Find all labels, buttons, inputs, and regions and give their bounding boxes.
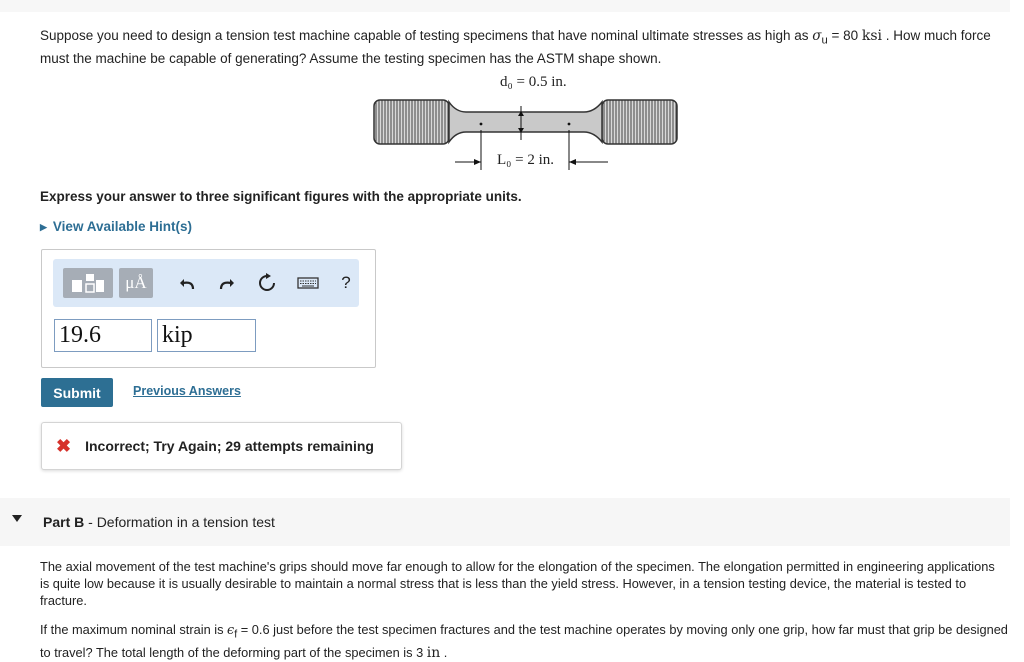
sigma-subscript: u <box>821 34 828 47</box>
reset-icon <box>257 273 277 293</box>
answer-panel <box>41 249 376 368</box>
help-button[interactable]: ? <box>341 273 351 292</box>
answer-unit-input[interactable]: kip <box>157 319 256 352</box>
templates-icon <box>70 271 106 295</box>
question-text <box>40 27 1005 67</box>
part-b-separator: - <box>84 514 97 530</box>
gauge-length-label: L₀ = 2 in. <box>497 152 555 168</box>
p2-text-end: . <box>440 644 448 660</box>
feedback-message: Incorrect; Try Again; 29 attempts remaining <box>85 438 374 454</box>
top-band <box>0 0 1010 12</box>
redo-button[interactable] <box>215 268 237 298</box>
sigma-symbol: σ <box>812 28 822 44</box>
part-b-label: Part B <box>43 514 85 530</box>
diameter-label: d₀ = 0.5 in. <box>500 74 567 90</box>
math-toolbar <box>53 259 359 307</box>
units-button[interactable]: μÅ <box>119 268 153 298</box>
length-unit: in <box>426 644 441 661</box>
p2-text-start: If the maximum nominal strain is <box>40 622 228 637</box>
question-text-start: Suppose you need to design a tension test machine capable of testing specimens that have nominal ultimate stresses as high as <box>40 28 813 43</box>
strain-symbol: ϵ <box>227 623 235 638</box>
p2-text-middle: = 0.6 just before the test specimen fractures and the test machine operates by moving only one grip, how far must that grip be designed to travel? The total length of the deforming part of the specimen is 3 <box>40 622 1008 660</box>
view-hints-link[interactable] <box>40 219 192 234</box>
part-b-title-text: Deformation in a tension test <box>96 514 275 530</box>
part-b-title <box>43 514 275 530</box>
redo-icon <box>217 275 235 291</box>
specimen-figure <box>360 70 690 180</box>
hints-label: View Available Hint(s) <box>52 219 192 234</box>
submit-button[interactable]: Submit <box>41 378 113 407</box>
templates-button[interactable] <box>63 268 113 298</box>
keyboard-button[interactable] <box>296 268 320 298</box>
feedback-box <box>41 422 402 470</box>
stress-value: = 80 <box>827 28 862 43</box>
stress-unit: ksi <box>861 28 883 44</box>
undo-button[interactable] <box>177 268 199 298</box>
previous-answers-link[interactable]: Previous Answers <box>133 384 241 398</box>
incorrect-icon: ✖ <box>56 435 72 456</box>
answer-instruction: Express your answer to three significant figures with the appropriate units. <box>40 189 522 204</box>
answer-value-input[interactable]: 19.6 <box>54 319 152 352</box>
part-b-paragraph-1: The axial movement of the test machine's grips should move far enough to allow for the elongation of the specimen. The elongation permitted in engineering applications is quite low because it is usually desirable to maintain a normal stress that is less than the yield stress. However, in a tension testing device, the material is tested to fracture. <box>40 559 995 608</box>
part-b-paragraph-2 <box>40 621 1020 662</box>
undo-icon <box>179 275 197 291</box>
keyboard-icon <box>297 276 319 290</box>
question-text-end: . How much force must the machine be capable of generating? Assume the testing specimen has the ASTM shape shown. <box>40 28 991 66</box>
part-b-header[interactable] <box>0 498 1010 546</box>
strain-subscript: f <box>234 628 238 641</box>
collapse-triangle-icon[interactable] <box>12 515 22 522</box>
expand-triangle-icon: ▶ <box>40 222 47 232</box>
reset-button[interactable] <box>255 268 279 298</box>
